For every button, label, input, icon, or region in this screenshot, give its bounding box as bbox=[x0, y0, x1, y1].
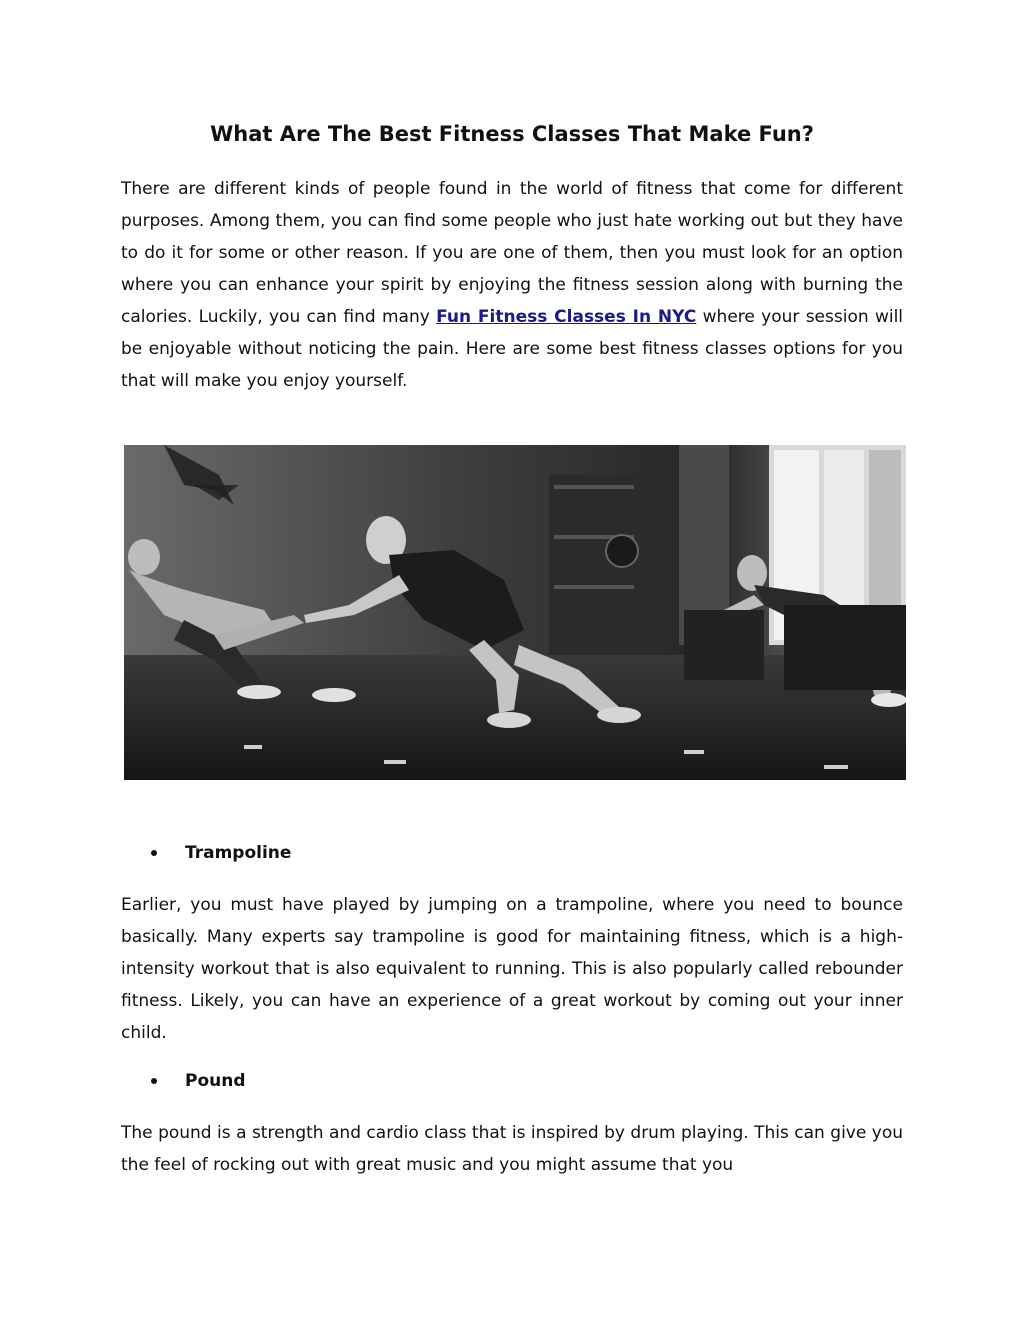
bullet-icon bbox=[151, 1078, 157, 1084]
intro-text-before-link: There are different kinds of people found in the world of fitness that come for different purposes. Among them, you can find some people who just hate working out but they have to do it for some or other reason. If you are one of them, then you must look for an option where you can enhance your spirit by enjoying the fitness session along with burning the calories. Luckily, you can find many bbox=[121, 179, 903, 327]
section-heading-pound bbox=[146, 1069, 246, 1093]
trampoline-paragraph: Earlier, you must have played by jumping on a trampoline, where you need to bounce basically. Many experts say trampoline is good for maintaining fitness, which is a high-intensity workout that is also equivalent to running. This is also popularly called rebounder fitness. Likely, you can have an experience of a great workout by coming out your inner child. bbox=[121, 895, 903, 1043]
article-title: What Are The Best Fitness Classes That Make Fun? bbox=[210, 122, 814, 146]
intro-text-after-link: where your session will be enjoyable without noticing the pain. Here are some best fitness classes options for you that will make you enjoy yourself. bbox=[121, 307, 904, 391]
intro-paragraph bbox=[121, 173, 903, 397]
section-heading-trampoline bbox=[146, 841, 291, 865]
pound-paragraph: The pound is a strength and cardio class that is inspired by drum playing. This can give you the feel of rocking out with great music and you might assume that you bbox=[121, 1123, 903, 1175]
section-heading-label: Pound bbox=[185, 1071, 246, 1091]
section-heading-label: Trampoline bbox=[185, 843, 292, 863]
bullet-icon bbox=[151, 850, 157, 856]
fitness-class-photo bbox=[124, 445, 906, 780]
fun-fitness-classes-link[interactable]: Fun Fitness Classes In NYC bbox=[436, 307, 697, 327]
